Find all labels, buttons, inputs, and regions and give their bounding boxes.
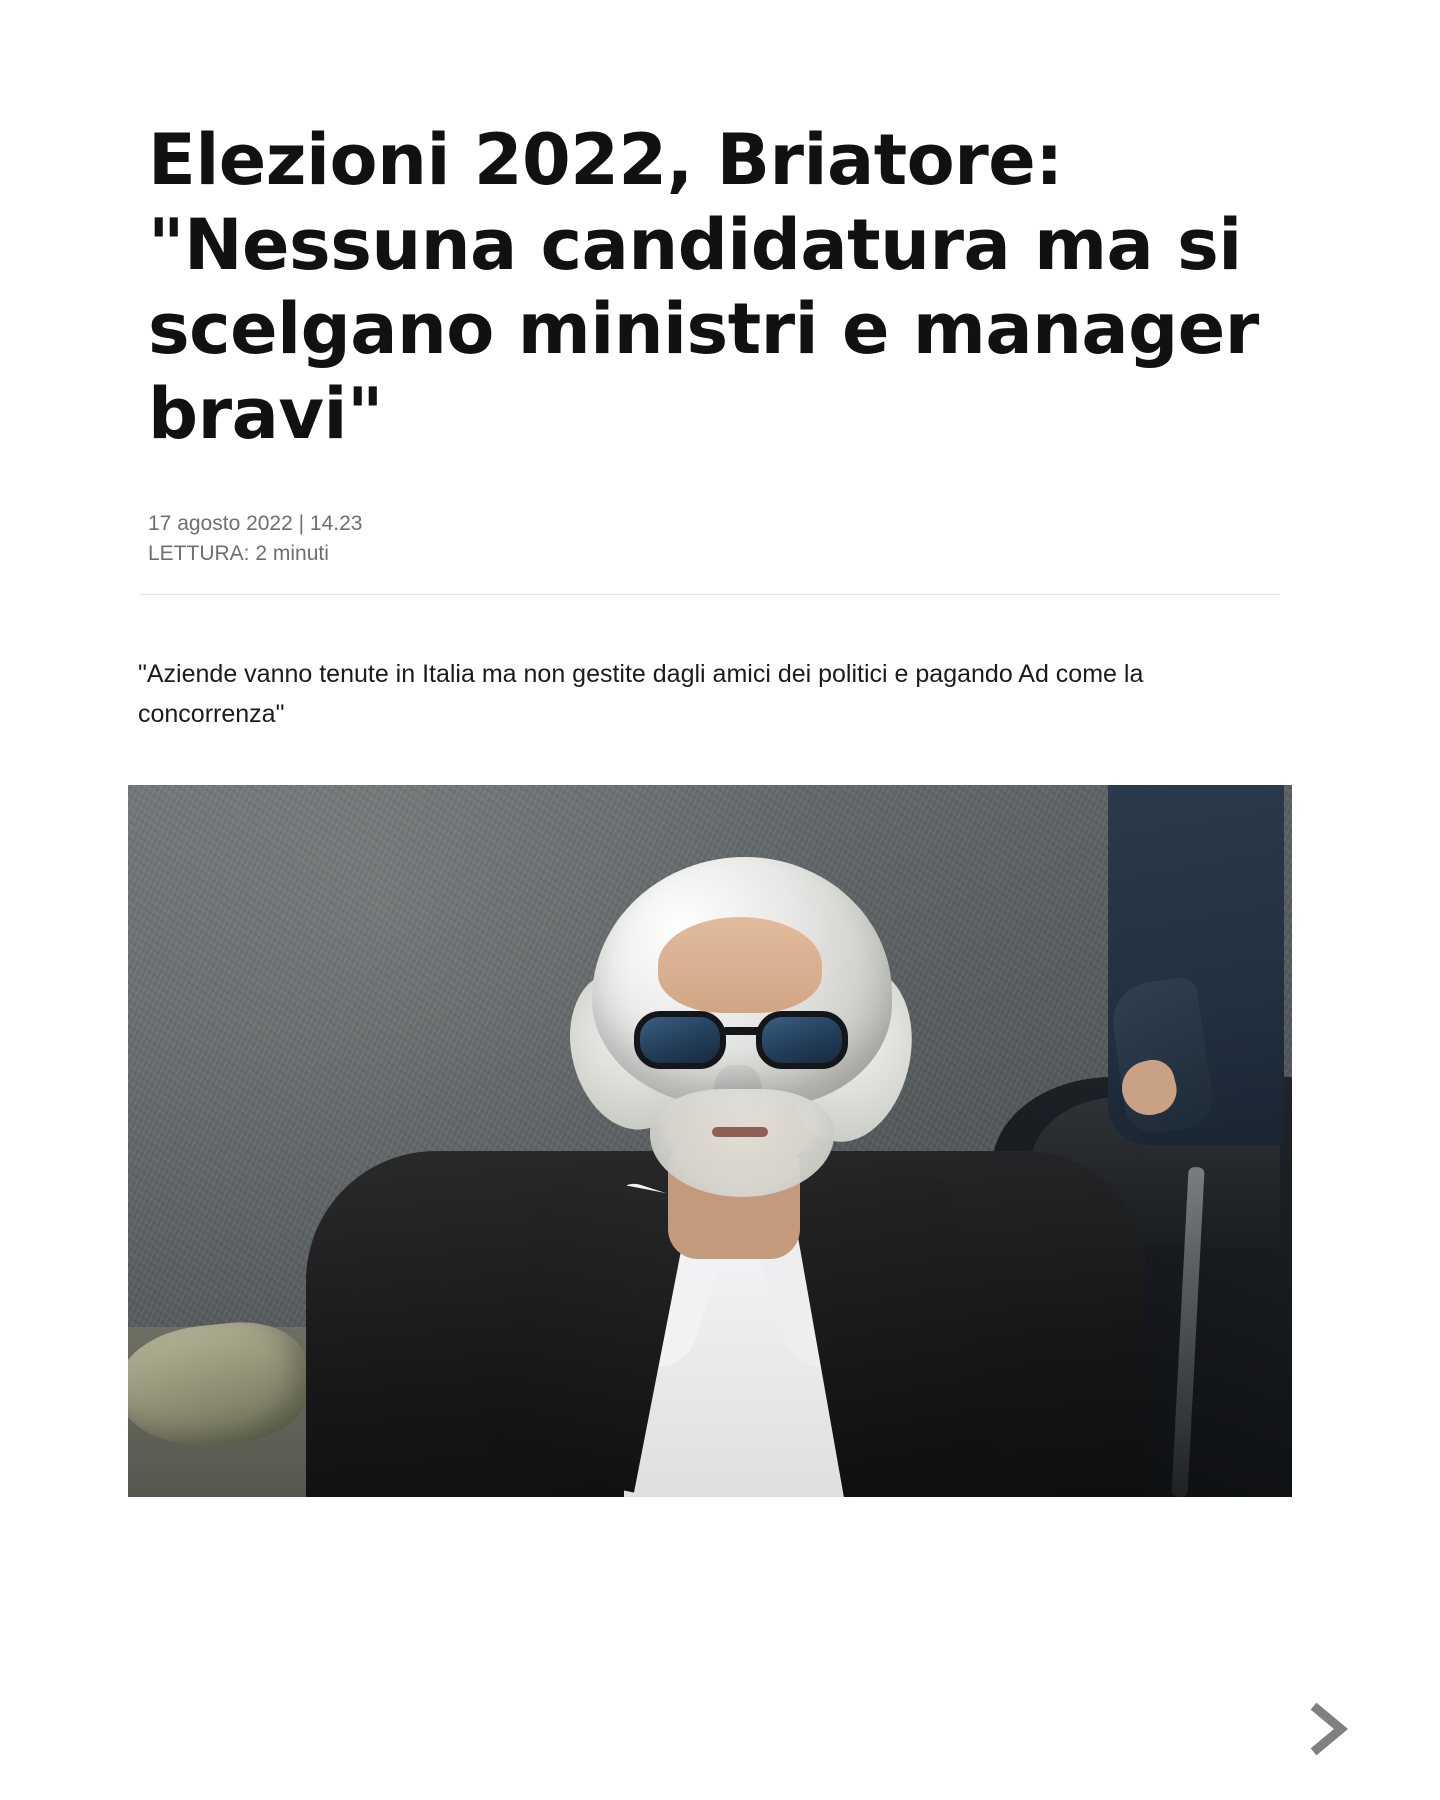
sunglasses-lens-right <box>756 1011 848 1069</box>
next-article-button[interactable] <box>1292 1692 1366 1766</box>
sunglasses-icon <box>634 1011 848 1069</box>
chevron-right-icon <box>1299 1699 1359 1759</box>
article-figure <box>0 785 1440 1497</box>
photo-subject <box>396 821 1056 1497</box>
publish-datetime: 17 agosto 2022 | 14.23 <box>148 511 363 535</box>
subject-mouth <box>712 1127 768 1137</box>
sunglasses-lens-left <box>634 1011 726 1069</box>
divider <box>140 594 1280 595</box>
page-title: Elezioni 2022, Briatore: "Nessuna candidatura ma si scelgano ministri e manager bravi" <box>148 119 1259 456</box>
article-standfirst: "Aziende vanno tenute in Italia ma non gestite dagli amici dei politici e pagando Ad come la concorrenza" <box>138 659 1144 729</box>
subject-forehead <box>658 917 822 1013</box>
article-meta <box>0 457 1440 570</box>
article-photo <box>128 785 1292 1497</box>
reading-time: LETTURA: 2 minuti <box>148 542 329 566</box>
